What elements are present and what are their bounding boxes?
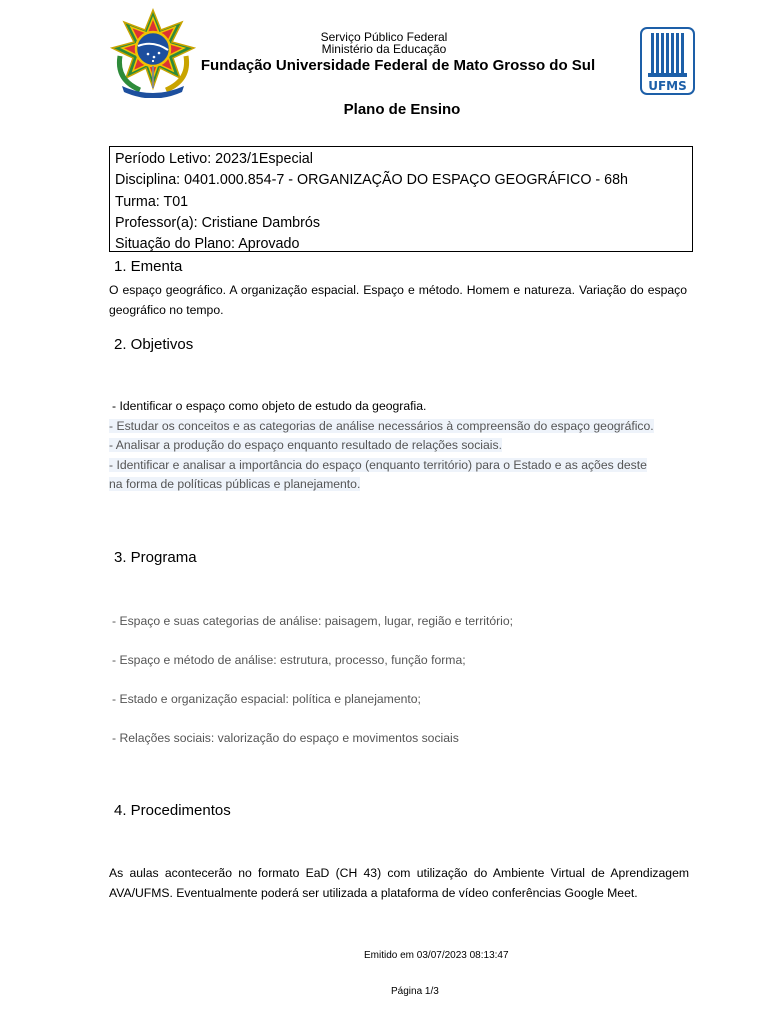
objetivo-item: na forma de políticas públicas e planejamento. [109,477,361,491]
professor-line: Professor(a): Cristiane Dambrós [115,214,320,231]
document-title: Plano de Ensino [343,101,461,118]
programa-item: - Estado e organização espacial: política e planejamento; [112,692,421,706]
objetivo-item: - Analisar a produção do espaço enquanto resultado de relações sociais. [109,438,502,452]
procedimentos-text: As aulas acontecerão no formato EaD (CH 43) com utilização do Ambiente Virtual de Aprendizagem AVA/UFMS. Eventualmente poderá ser utilizada a plataforma de vídeo conferências Google Meet. [109,866,689,900]
programa-item: - Espaço e suas categorias de análise: paisagem, lugar, região e território; [112,614,514,628]
ementa-heading: 1. Ementa [114,258,183,275]
objetivo-item: - Identificar e analisar a importância do espaço (enquanto território) para o Estado e as ações deste [109,457,647,472]
programa-heading: 3. Programa [114,549,197,566]
procedimentos-heading: 4. Procedimentos [114,802,231,819]
objetivos-heading: 2. Objetivos [114,336,194,353]
issued-timestamp: Emitido em 03/07/2023 08:13:47 [364,950,509,961]
ementa-text: O espaço geográfico. A organização espacial. Espaço e método. Homem e natureza. Variação do espaço geográfico no tempo. [109,283,687,317]
objetivo-item: - Estudar os conceitos e as categorias de análise necessários à compreensão do espaço geográfico. [109,418,654,433]
objetivos-list [109,397,689,495]
service-label: Serviço Público Federal [320,30,448,44]
class-line: Turma: T01 [115,193,189,210]
page-number: Página 1/3 [391,986,439,997]
programa-item: - Relações sociais: valorização do espaço e movimentos sociais [112,731,459,745]
status-line: Situação do Plano: Aprovado [115,236,300,253]
course-info-box [109,146,693,252]
ministry-label: Ministério da Educação [321,42,447,56]
period-line: Período Letivo: 2023/1Especial [115,151,313,167]
programa-item: - Espaço e método de análise: estrutura, processo, função forma; [112,653,466,667]
discipline-line: Disciplina: 0401.000.854-7 - ORGANIZAÇÃO DO ESPAÇO GEOGRÁFICO - 68h [115,172,629,189]
objetivo-item: - Identificar o espaço como objeto de estudo da geografia. [112,399,427,413]
ufms-logo-text: UFMS [648,79,687,93]
ufms-logo [640,27,695,95]
institution-name: Fundação Universidade Federal de Mato Grosso do Sul [200,57,596,74]
